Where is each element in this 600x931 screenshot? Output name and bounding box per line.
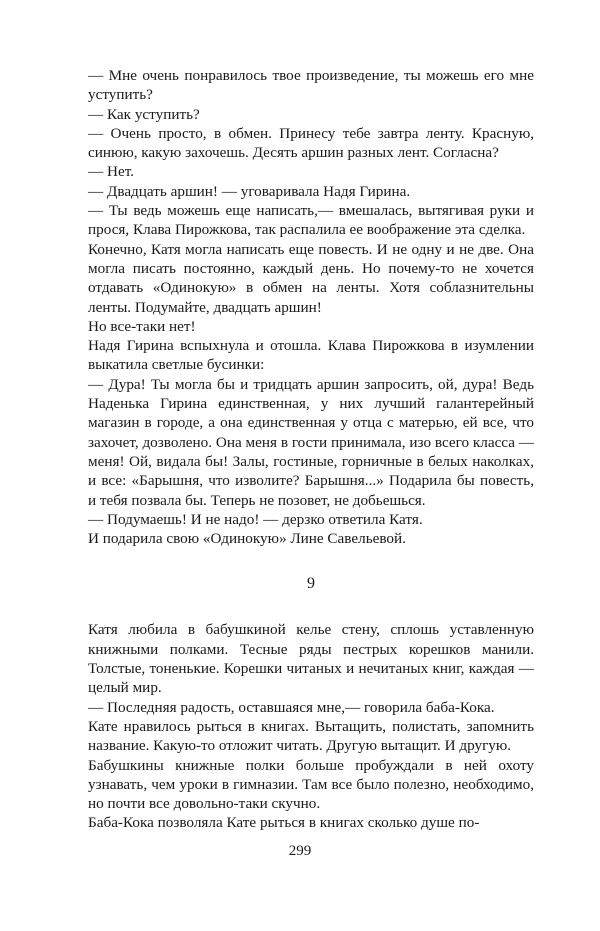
page-number: 299 bbox=[288, 843, 312, 859]
book-page bbox=[88, 66, 534, 833]
paragraph: Но все-таки нет! bbox=[88, 317, 196, 335]
paragraph: И подарила свою «Одинокую» Лине Савельевой. bbox=[88, 530, 406, 548]
paragraph: — Подумаешь! И не надо! — дерзко ответила Катя. bbox=[88, 510, 423, 528]
paragraph: Баба-Кока позволяла Кате рыться в книгах сколько душе по- bbox=[88, 814, 480, 832]
paragraph: Надя Гирина вспыхнула и отошла. Клава Пирожкова в изумлении выкатила светлые бусинки: bbox=[88, 337, 534, 374]
paragraph: Конечно, Катя могла написать еще повесть. И не одну и не две. Она могла писать постоянно, каждый день. Но почему-то не хочется отдавать «Одинокую» в обмен на ленты. Хотя соблазнительны ленты. Подумайте, двадцать аршин! bbox=[88, 240, 534, 316]
paragraph: — Ты ведь можешь еще написать,— вмешалась, вытягивая руки и прося, Клава Пирожкова, так распалила ее воображение эта сделка. bbox=[88, 202, 534, 239]
paragraph: Кате нравилось рыться в книгах. Вытащить, полистать, запомнить название. Какую-то отложит читать. Другую вытащит. И другую. bbox=[88, 717, 534, 755]
paragraph: Катя любила в бабушкиной келье стену, сплошь уставленную книжными полками. Тесные ряды пестрых корешков манили. Толстые, тоненькие. Корешки читаных и нечитаных книг, каждая — целый мир. bbox=[88, 621, 534, 697]
paragraph: — Последняя радость, оставшаяся мне,— говорила баба-Кока. bbox=[88, 698, 495, 716]
paragraph: — Нет. bbox=[88, 163, 134, 181]
chapter-number: 9 bbox=[307, 575, 315, 593]
paragraph: — Двадцать аршин! — уговаривала Надя Гирина. bbox=[88, 182, 411, 200]
paragraph: — Мне очень понравилось твое произведение, ты можешь его мне уступить? bbox=[88, 67, 534, 104]
paragraph: Бабушкины книжные полки больше пробуждали в ней охоту узнавать, чем уроки в гимназии. Там все было полезно, необходимо, но почти все довольно-таки скучно. bbox=[88, 756, 534, 813]
paragraph: — Как уступить? bbox=[88, 105, 200, 123]
paragraph: — Дура! Ты могла бы и тридцать аршин запросить, ой, дура! Ведь Наденька Гирина единственная, у них лучший галантерейный магазин в городе, а она единственная у отца с матерью, ей все, что захочет, дозволено. Она меня в гости принимала, изо всего класса — меня! Ой, видала бы! Залы, гостиные, горничные в белых наколках, и все: «Барышня, что изволите? Барышня...» Подарила бы повесть, и тебя позвала бы. Теперь не позовет, не добьешься. bbox=[88, 375, 534, 509]
paragraph: — Очень просто, в обмен. Принесу тебе завтра ленту. Красную, синюю, какую захочешь. Десять аршин разных лент. Согласна? bbox=[88, 124, 534, 162]
